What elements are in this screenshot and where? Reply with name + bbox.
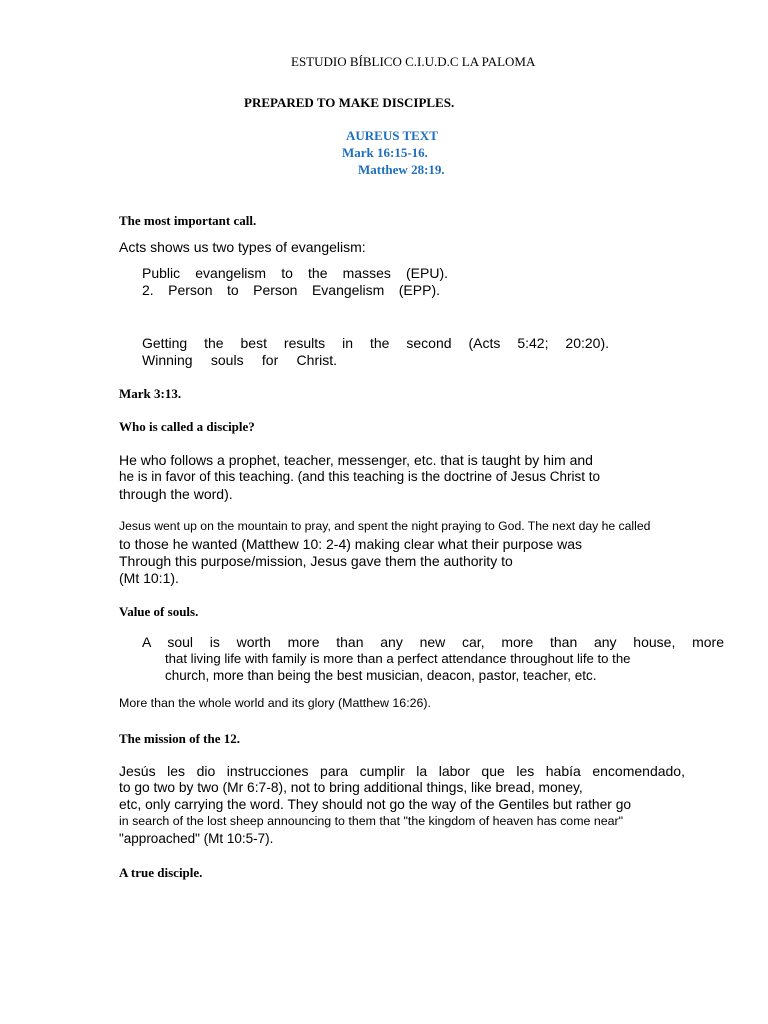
best-results-line: Getting the best results in the second (Acts 5:42; 20:20). [142,335,609,351]
evangelism-item-1: Public evangelism to the masses (EPU). [142,265,448,281]
disciple-paragraph-line: through the word). [119,486,233,502]
soul-value-line: that living life with family is more than a perfect attendance throughout life to the [165,651,631,666]
whole-world-line: More than the whole world and its glory (Matthew 16:26). [119,696,431,710]
disciple-paragraph-line: he is in favor of this teaching. (and this teaching is the doctrine of Jesus Christ to [119,469,601,484]
section-heading-true-disciple: A true disciple. [119,865,203,880]
mark-reference: Mark 3:13. [119,386,182,401]
mission-line: in search of the lost sheep announcing to them that "the kingdom of heaven has come near" [119,814,624,828]
document-title: PREPARED TO MAKE DISCIPLES. [244,95,455,110]
mission-line: etc, only carrying the word. They should not go the way of the Gentiles but rather go [119,797,632,812]
soul-value-line: A soul is worth more than any new car, more than any house, more [142,634,724,650]
jesus-mountain-line: to those he wanted (Matthew 10: 2-4) making clear what their purpose was [119,536,583,552]
mission-line: to go two by two (Mr 6:7-8), not to bring additional things, like bread, money, [119,780,583,795]
soul-value-line: church, more than being the best musician, deacon, pastor, teacher, etc. [165,668,597,683]
section-heading-mission: The mission of the 12. [119,731,240,746]
mission-line: "approached" (Mt 10:5-7). [119,831,274,846]
aureus-ref-matthew: Matthew 28:19. [358,162,445,177]
evangelism-item-2: 2. Person to Person Evangelism (EPP). [142,282,440,298]
aureus-ref-mark: Mark 16:15-16. [342,145,428,160]
aureus-text-label: AUREUS TEXT [346,128,438,143]
section-heading-value-of-souls: Value of souls. [119,604,199,619]
jesus-mountain-line: Jesus went up on the mountain to pray, and spent the night praying to God. The next day he called [119,519,651,533]
jesus-mountain-line: (Mt 10:1). [119,570,179,586]
section-heading-disciple: Who is called a disciple? [119,419,255,434]
jesus-mountain-line: Through this purpose/mission, Jesus gave them the authority to [119,553,513,569]
document-header: ESTUDIO BÍBLICO C.I.U.D.C LA PALOMA [291,54,536,69]
disciple-paragraph-line: He who follows a prophet, teacher, messenger, etc. that is taught by him and [119,452,593,468]
winning-souls-line: Winning souls for Christ. [142,352,337,368]
section-heading-important-call: The most important call. [119,213,257,228]
mission-line: Jesús les dio instrucciones para cumplir la labor que les había encomendado, [119,763,685,779]
acts-intro: Acts shows us two types of evangelism: [119,239,366,255]
